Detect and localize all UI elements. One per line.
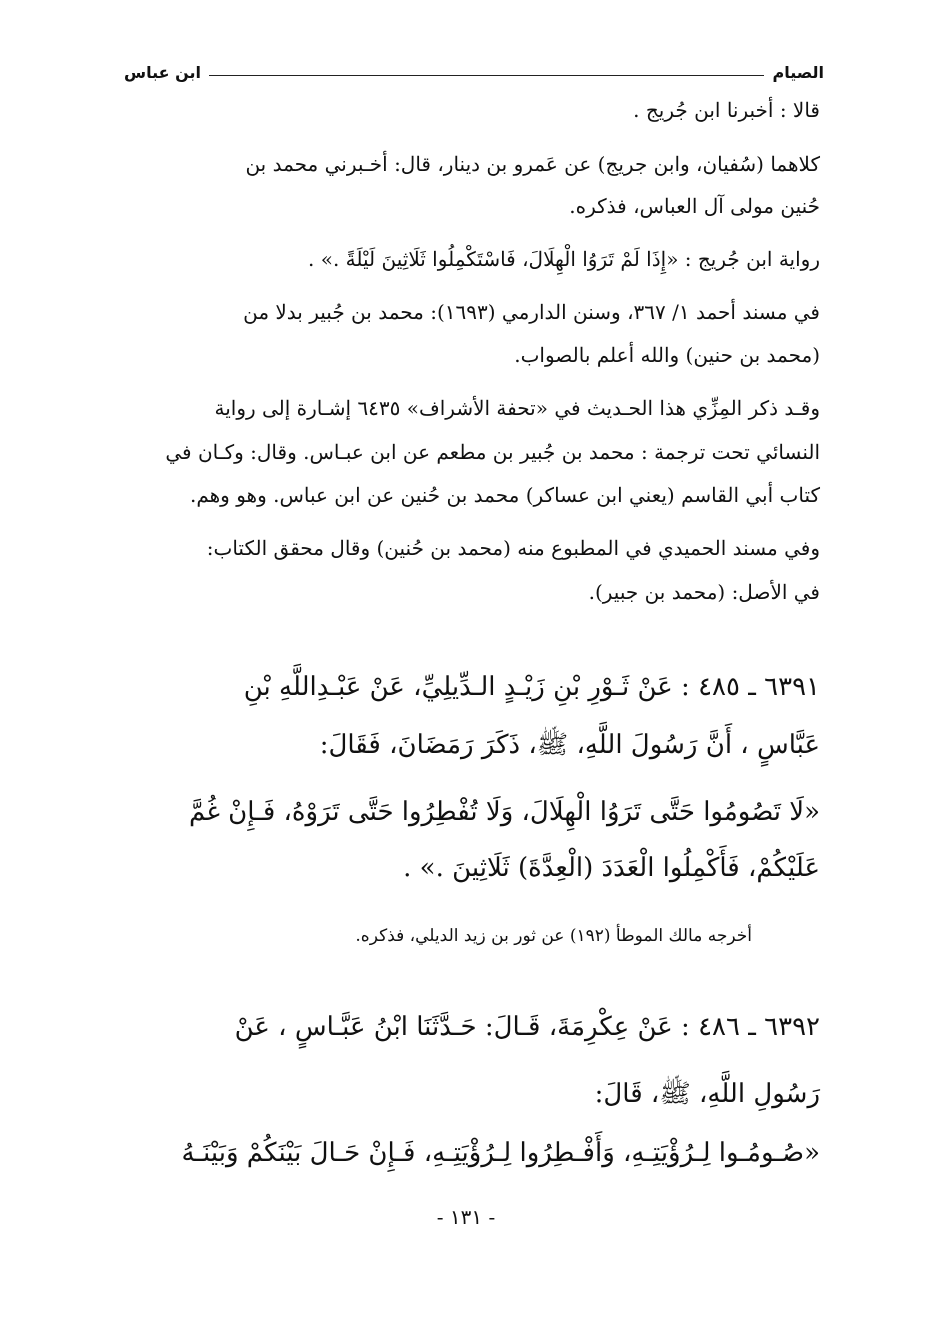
section-title: الصيام bbox=[772, 63, 824, 82]
footnote-line: قالا : أخبرنا ابن جُريج . bbox=[633, 98, 820, 122]
hadith-6392-line: «صُـومُـوا لِـرُؤْيَتِـهِ، وَأَفْـطِرُوا لِـرُؤْيَتِـهِ، فَـإِنْ حَـالَ بَيْنَكُمْ وَبَيْنَـهُ bbox=[181, 1138, 820, 1168]
footnote-line: رواية ابن جُريج : «إِذَا لَمْ تَرَوُا الْهِلَالَ، فَاسْتَكْمِلُوا ثَلَاثِينَ لَيْلَةً .» . bbox=[308, 247, 820, 271]
page-number: - ١٣١ - bbox=[436, 1205, 496, 1229]
footnote-line: النسائي تحت ترجمة : محمد بن جُبير بن مطعم عن ابن عبـاس. وقال: وكـان في bbox=[165, 440, 820, 464]
footnote-line: في مسند أحمد ١/ ٣٦٧، وسنن الدارمي (١٦٩٣): محمد بن جُبير بدلا من bbox=[243, 300, 820, 324]
hadith-6392-line: رَسُولِ اللَّهِ، ﷺ، قَالَ: bbox=[594, 1079, 820, 1109]
header-rule bbox=[209, 75, 764, 76]
footnote-line: (محمد بن حنين) والله أعلم بالصواب. bbox=[514, 343, 820, 367]
footnote-line: حُنين مولى آل العباس، فذكره. bbox=[569, 194, 820, 218]
hadith-6391-line: «لَا تَصُومُوا حَتَّى تَرَوُا الْهِلَالَ، وَلَا تُفْطِرُوا حَتَّى تَرَوْهُ، فَـإِنْ غُمَّ bbox=[189, 797, 820, 827]
hadith-6391-source: أخرجه مالك الموطأ (١٩٢) عن ثور بن زيد الديلي، فذكره. bbox=[355, 926, 752, 946]
footnote-line: وفي مسند الحميدي في المطبوع منه (محمد بن حُنين) وقال محقق الكتاب: bbox=[206, 536, 820, 560]
footnote-line: في الأصل: (محمد بن جبير). bbox=[588, 580, 820, 604]
hadith-6391-line: ٦٣٩١ ـ ٤٨٥ : عَنْ ثَـوْرِ بْنِ زَيْـدٍ الـدِّيلِيِّ، عَنْ عَبْـدِاللَّهِ بْنِ bbox=[243, 672, 820, 702]
hadith-6391-line: عَلَيْكُمْ، فَأَكْمِلُوا الْعَدَدَ (الْعِدَّةَ) ثَلَاثِينَ .» . bbox=[403, 853, 820, 883]
footnote-line: كتاب أبي القاسم (يعني ابن عساكر) محمد بن حُنين عن ابن عباس. وهو وهم. bbox=[189, 483, 820, 507]
footnote-line: كلاهما (سُفيان، وابن جريج) عن عَمرو بن دينار، قال: أخـبرني محمد بن bbox=[245, 152, 820, 176]
running-header bbox=[124, 56, 824, 82]
hadith-6392-line: ٦٣٩٢ ـ ٤٨٦ : عَنْ عِكْرِمَةَ، قَـالَ: حَـدَّثَنَا ابْنُ عَبَّـاسٍ ، عَنْ bbox=[234, 1012, 820, 1042]
hadith-6391-line: عَبَّاسٍ ، أَنَّ رَسُولَ اللَّهِ، ﷺ، ذَكَرَ رَمَضَانَ، فَقَالَ: bbox=[319, 730, 820, 760]
header-narrator: ابن عباس bbox=[124, 63, 202, 82]
footnote-line: وقـد ذكر المِزِّي هذا الحـديث في «تحفة الأشراف» ٦٤٣٥ إشـارة إلى رواية bbox=[214, 396, 820, 420]
